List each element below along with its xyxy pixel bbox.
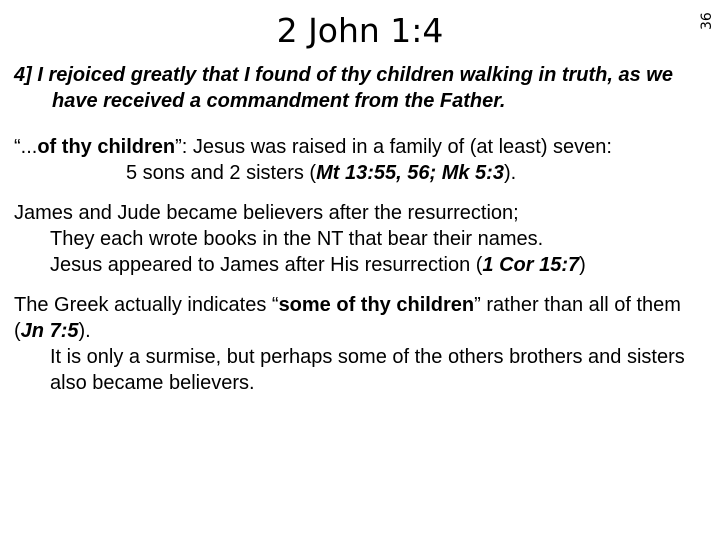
phrase-thy-children: of thy children (37, 136, 176, 158)
nt-books-line: They each wrote books in the NT that bear their names. (50, 228, 544, 250)
siblings-text: 5 sons and 2 sisters ( (126, 162, 317, 184)
slide-content (14, 62, 704, 396)
verse-text: 4] I rejoiced greatly that I found of thy children walking in truth, as we have received a commandment from the Father. (14, 64, 673, 112)
greek-text: The Greek actually indicates “ (14, 294, 279, 316)
phrase-some-of-thy-children: some of thy children (278, 294, 475, 316)
scripture-ref-1cor: 1 Cor 15:7 (482, 254, 580, 276)
scripture-ref-jn: Jn 7:5 (20, 320, 79, 342)
siblings-line (14, 160, 704, 186)
paragraph-family (14, 134, 704, 160)
greek-paragraph (14, 292, 704, 344)
james-jude-line: James and Jude became believers after the resurrection; (14, 202, 519, 224)
appearance-line (14, 252, 704, 278)
slide-title: 2 John 1:4 (276, 11, 444, 50)
scripture-ref-mt-mk: Mt 13:55, 56; Mk 5:3 (316, 162, 504, 184)
quote-open: “... (14, 136, 38, 158)
siblings-close: ). (503, 162, 517, 184)
slide-number: 36 (699, 12, 715, 30)
family-text: ”: Jesus was raised in a family of (at least) seven: (175, 136, 612, 158)
appearance-close: ) (579, 254, 586, 276)
greek-text-mid: ” rather than all of them ( (14, 294, 681, 342)
surmise-line: It is only a surmise, but perhaps some of the others brothers and sisters also became believers. (50, 346, 685, 394)
greek-close: ). (78, 320, 91, 342)
appearance-text: Jesus appeared to James after His resurrection ( (50, 254, 483, 276)
